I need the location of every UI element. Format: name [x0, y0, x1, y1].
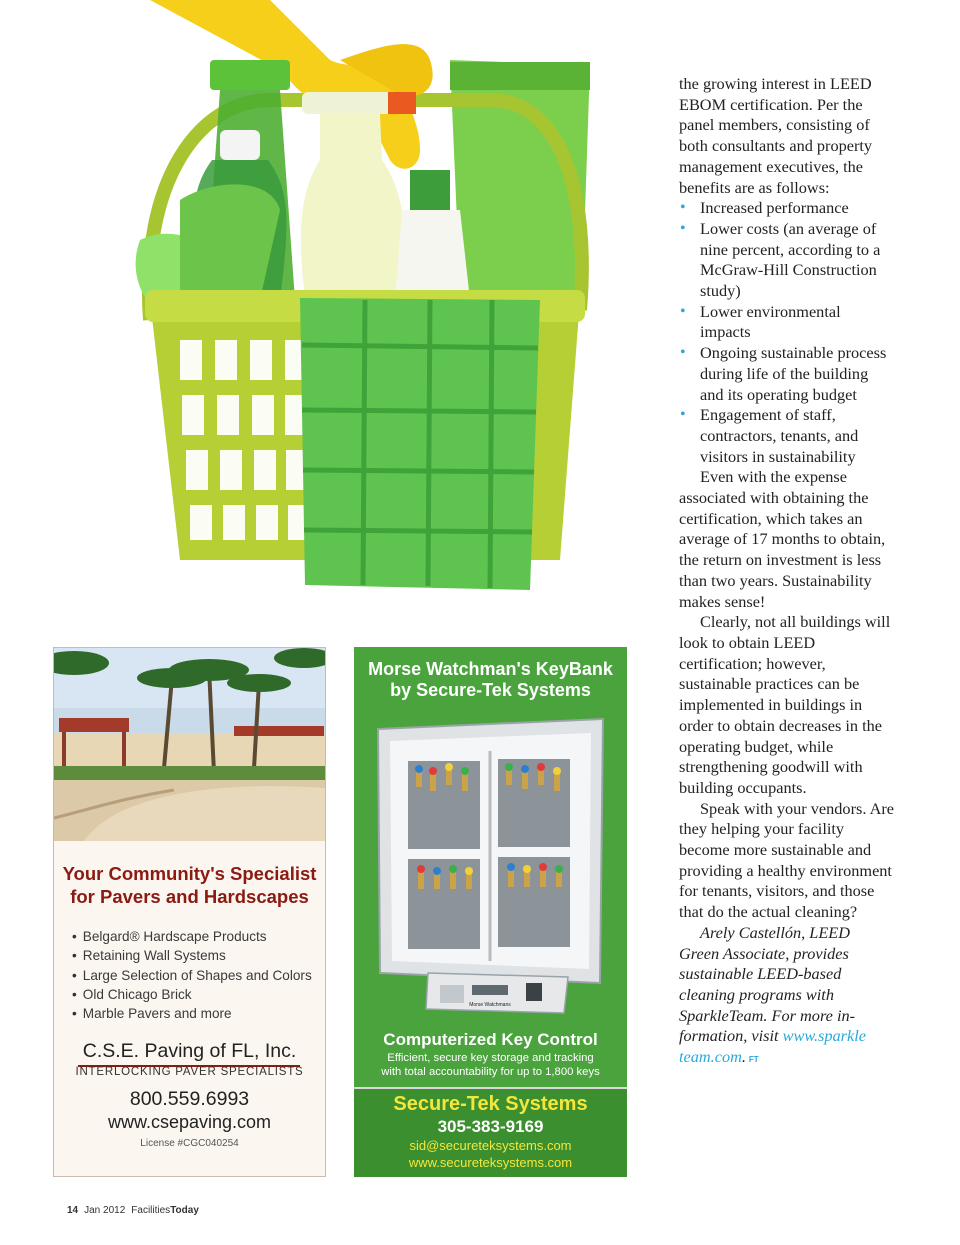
article-paragraph: Clearly, not all buildings will look to obtain LEED certification; however, sustainable practices can be implemented in buildings in order to obtain decreases in the operating budget, while strengthening goodwill with building occupants. — [679, 612, 891, 797]
bullet-icon: • — [680, 344, 686, 362]
keybank-title — [354, 659, 627, 700]
paving-features-list — [72, 927, 322, 1023]
list-item: • Retaining Wall Systems — [72, 946, 322, 965]
list-item: • Marble Pavers and more — [72, 1004, 322, 1023]
article-paragraph: Speak with your vendors. Are they helping your facility become more sustainable and providing a healthy environment for tenants, visitors, and those that do the actual cleaning? — [679, 798, 894, 922]
credit-period: . — [741, 1047, 746, 1067]
securetek-website-link[interactable]: www.secureteksystems.com — [408, 1155, 573, 1170]
panel-brand: Morse Watchmans — [469, 1002, 511, 1008]
article-column — [679, 74, 894, 1071]
benefits-list — [679, 198, 894, 467]
keybank-title-line: Morse Watchman's KeyBank — [368, 659, 613, 679]
paving-company-name: C.S.E. Paving of FL, Inc. — [82, 1040, 297, 1062]
sparkleteam-link[interactable]: www.sparkle team.com — [679, 1026, 866, 1067]
paving-advertisement[interactable] — [53, 647, 326, 1177]
article-paragraph: the growing interest in LEED EBOM certification. Per the panel members, consisting of both consultants and property management executives, the benefits are as follows: — [679, 74, 873, 197]
list-item — [679, 219, 894, 302]
list-item — [679, 302, 894, 343]
page-number: 14 — [67, 1205, 79, 1216]
list-item — [679, 405, 894, 467]
keybank-contact-panel — [354, 1087, 627, 1177]
paving-headline: Your Community's Specialist for Pavers and Hardscapes — [62, 863, 317, 907]
paving-tagline: INTERLOCKING PAVER SPECIALISTS — [75, 1066, 304, 1078]
paving-phone[interactable]: 800.559.6993 — [129, 1088, 250, 1110]
list-item-text: Lower environmental impacts — [700, 301, 841, 342]
issue-date: Jan 2012 — [84, 1205, 126, 1216]
bullet-icon: • — [680, 219, 686, 237]
author-credit — [679, 923, 894, 1071]
keybank-description-line: with total accountability for up to 1,800 keys — [381, 1065, 600, 1078]
list-item-text: Increased performance — [700, 198, 849, 218]
cleaning-supplies-photo — [120, 0, 600, 610]
securetek-phone[interactable]: 305-383-9169 — [437, 1117, 544, 1136]
bullet-icon: • — [680, 406, 686, 424]
list-item: • Large Selection of Shapes and Colors — [72, 966, 322, 985]
list-item: • Belgard® Hardscape Products — [72, 927, 322, 946]
article-paragraph: Even with the expense associated with obtaining the certification, which takes an average of 17 months to obtain, the return on investment is less than two years. Sustainability makes sense! — [679, 467, 886, 611]
list-item-text: Ongoing sustainable process during life of the building and its operating budget — [700, 343, 887, 404]
keybank-subtitle: Computerized Key Control — [383, 1030, 598, 1049]
bullet-icon: • — [680, 302, 686, 320]
list-item — [679, 343, 894, 405]
list-item-text: Engagement of staff, contractors, tenants, and visitors in sustainability — [700, 405, 859, 466]
paving-website-link[interactable]: www.csepaving.com — [107, 1112, 272, 1132]
keybank-advertisement[interactable] — [354, 647, 627, 1177]
end-mark: FT — [748, 1055, 759, 1065]
securetek-email-link[interactable]: sid@secureteksystems.com — [409, 1138, 572, 1153]
resort-plaza-photo — [54, 648, 325, 841]
paving-license: License #CGC040254 — [140, 1138, 239, 1149]
key-cabinet-photo — [368, 711, 613, 1027]
page-folio — [67, 1205, 199, 1216]
list-item: • Old Chicago Brick — [72, 985, 322, 1004]
list-item — [679, 198, 894, 219]
author-credit-text: Arely Castellón, LEED Green Associate, provides sustainable LEED-based cleaning programs with SparkleTeam. For more information, visit — [679, 922, 856, 1046]
keybank-description-line: Efficient, secure key storage and tracking — [387, 1052, 594, 1064]
keybank-description — [354, 1052, 627, 1079]
keybank-title-line: by Secure-Tek Systems — [390, 679, 591, 700]
publication-name-a: Facilities — [131, 1205, 171, 1216]
securetek-brand: Secure-Tek Systems — [393, 1093, 588, 1115]
bullet-icon: • — [680, 199, 686, 217]
list-item-text: Lower costs (an average of nine percent, according to a McGraw-Hill Construction study) — [700, 218, 881, 301]
publication-name-b: Today — [170, 1205, 199, 1216]
